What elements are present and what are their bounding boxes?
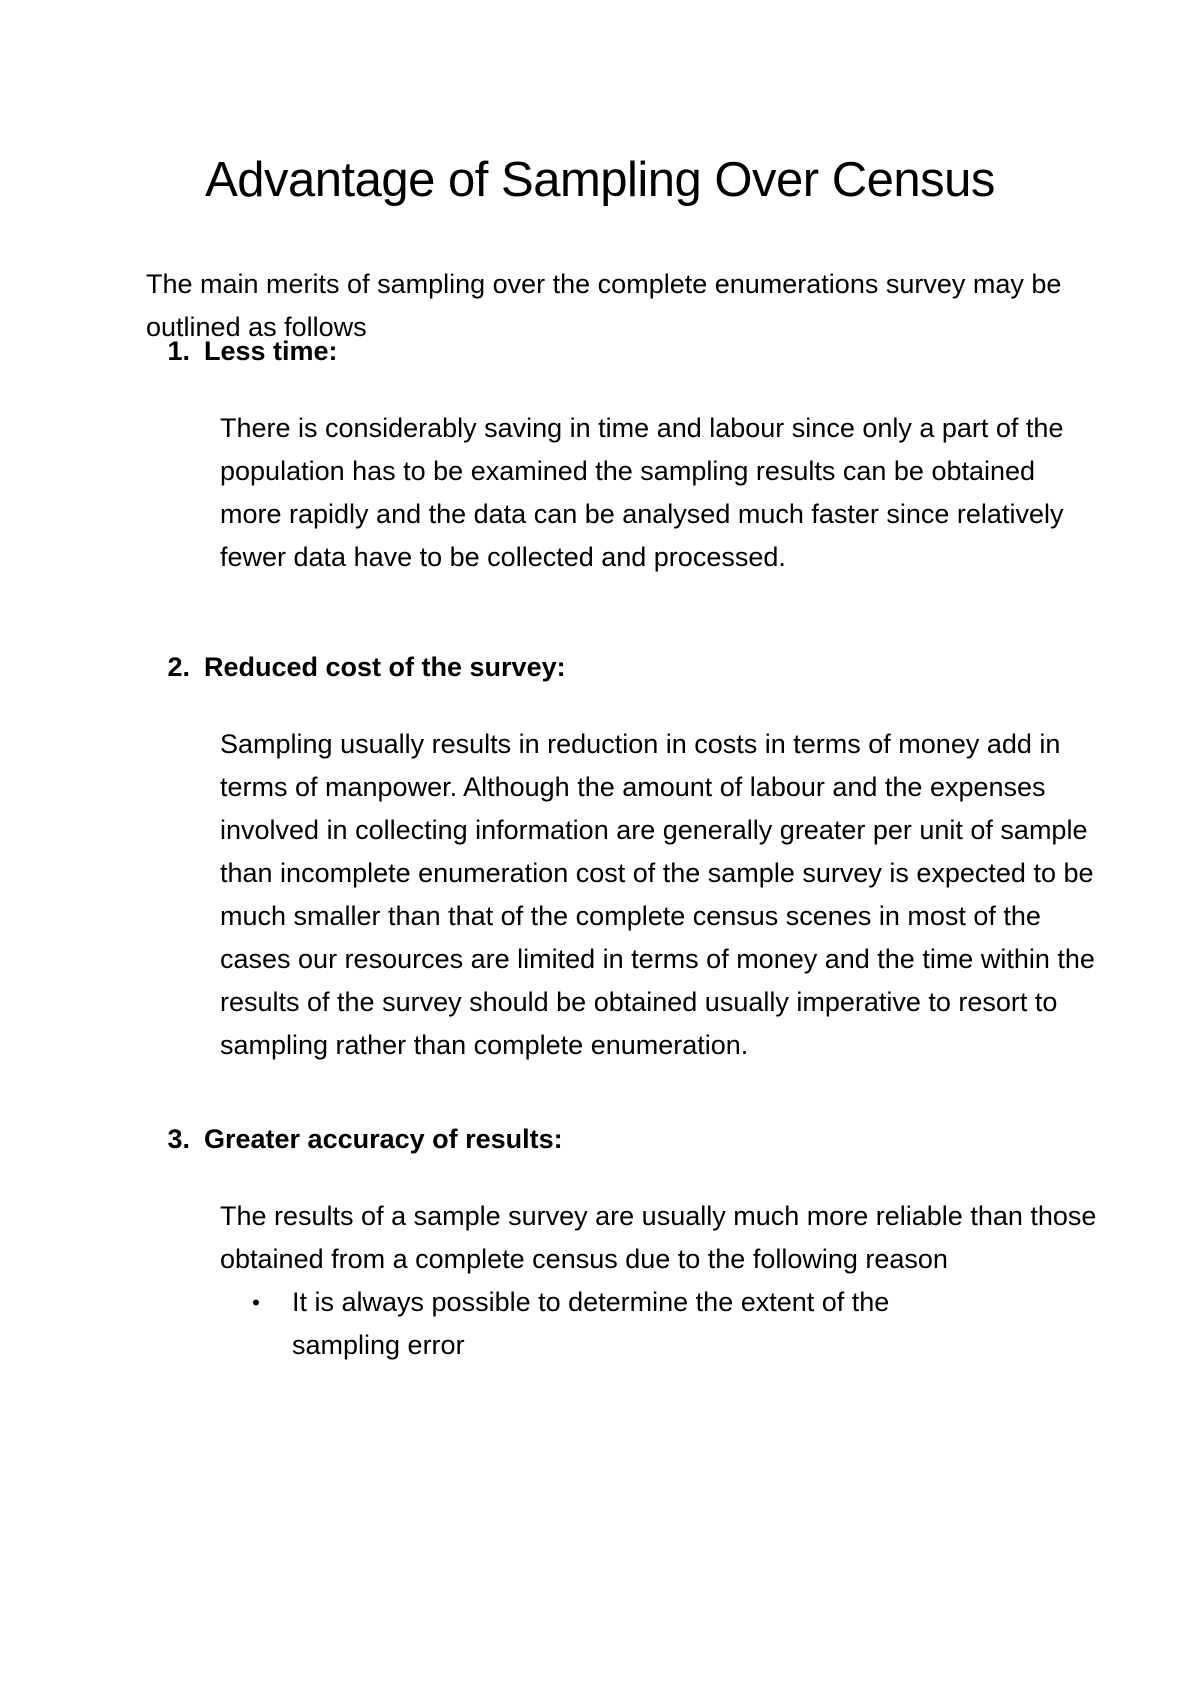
bullet-list: [220, 1281, 1096, 1367]
section-heading: [146, 646, 1096, 689]
section-greater-accuracy: [146, 1118, 1096, 1367]
section-heading-text: Reduced cost of the survey:: [204, 652, 566, 682]
section-heading: [146, 330, 1096, 373]
section-body: The results of a sample survey are usually much more reliable than those obtained from a complete census due to the following reason: [220, 1201, 1097, 1274]
list-item: [220, 1281, 1096, 1367]
bullet-icon: •: [252, 1290, 260, 1315]
section-heading-text: Greater accuracy of results:: [204, 1124, 563, 1154]
section-number: 1.: [167, 336, 190, 366]
section-heading: [146, 1118, 1096, 1161]
section-body: There is considerably saving in time and labour since only a part of the population has to be examined the sampling results can be obtained more rapidly and the data can be analysed much faster since relatively fewer data have to be collected and processed.: [220, 413, 1064, 572]
section-reduced-cost: [146, 646, 1096, 1067]
section-number: 3.: [167, 1124, 190, 1154]
section-heading-text: Less time:: [204, 336, 338, 366]
section-number: 2.: [167, 652, 190, 682]
intro-paragraph: The main merits of sampling over the complete enumerations survey may be outlined as follows: [146, 269, 1062, 342]
bullet-text: It is always possible to determine the extent of the sampling error: [292, 1287, 890, 1360]
section-less-time: [146, 330, 1096, 579]
section-body: Sampling usually results in reduction in costs in terms of money add in terms of manpower. Although the amount of labour and the expenses involved in collecting information are generally greater per unit of sample than incomplete enumeration cost of the sample survey is expected to be much smaller than that of the complete census scenes in most of the cases our resources are limited in terms of money and the time within the results of the survey should be obtained usually imperative to resort to sampling rather than complete enumeration.: [220, 729, 1095, 1060]
page-title: Advantage of Sampling Over Census: [205, 153, 995, 207]
